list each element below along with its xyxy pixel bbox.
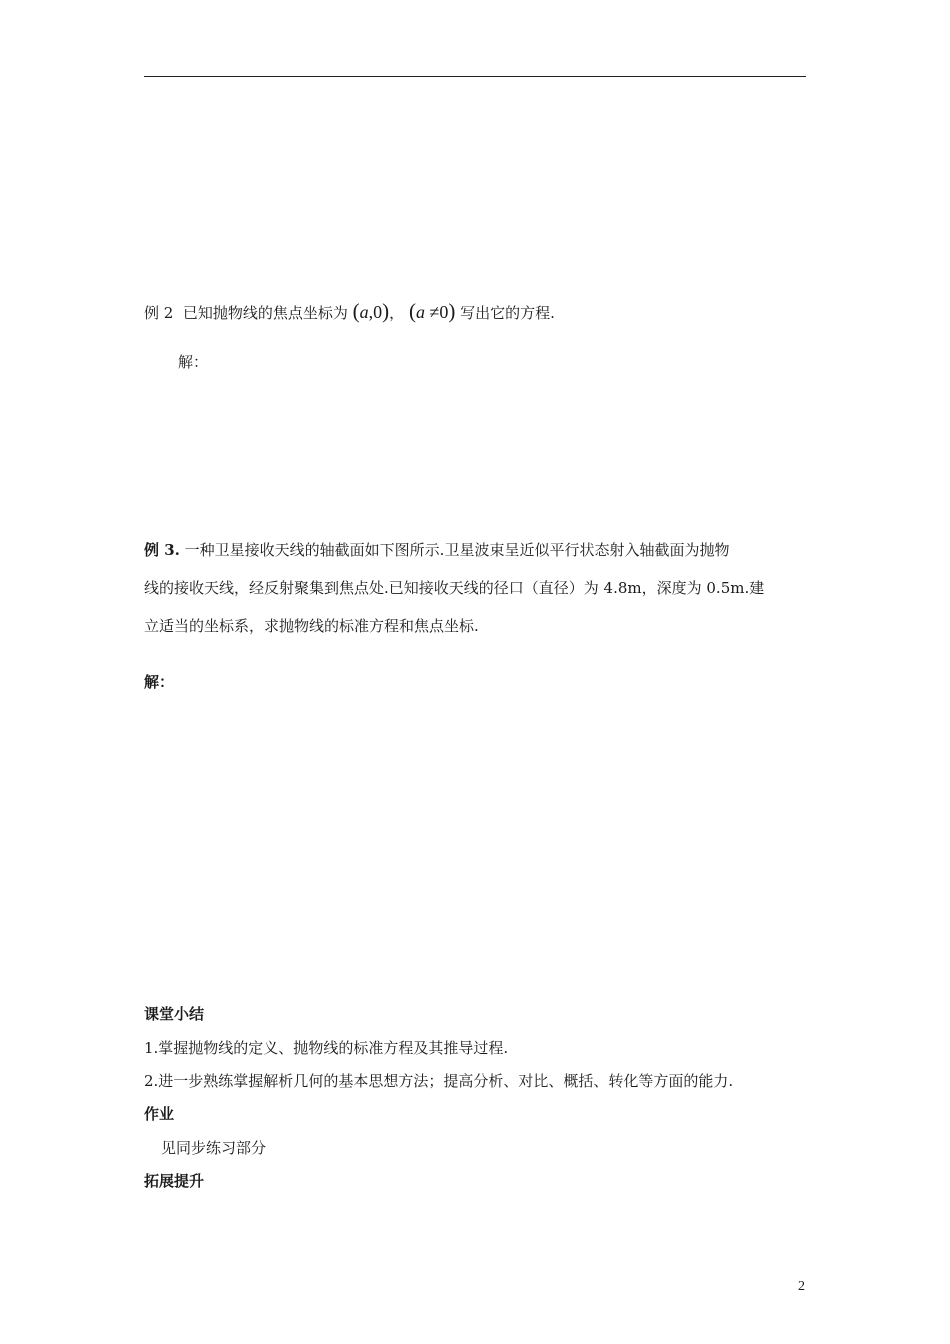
summary-item-1: 1.掌握抛物线的定义、抛物线的标准方程及其推导过程. [144,1039,509,1057]
homework-text: 见同步练习部分 [161,1139,267,1157]
page-number: 2 [798,1279,805,1294]
condition-math: (a ≠0) [408,299,456,323]
homework-heading: 作业 [144,1105,175,1123]
example2-text-after: 写出它的方程. [460,304,555,322]
example2-solution-label: 解： [178,353,209,371]
focus-coordinate-math: (a,0) [352,299,390,323]
summary-item-2: 2.进一步熟练掌握解析几何的基本思想方法；提高分析、对比、概括、转化等方面的能力. [144,1072,734,1090]
summary-heading: 课堂小结 [144,1005,205,1023]
example2-separator: ， [389,304,405,322]
example3-line-2: 线的接收天线，经反射聚集到焦点处.已知接收天线的径口（直径）为 4.8m，深度为 0.5m.建 [144,579,765,597]
example2-text-before: 已知抛物线的焦点坐标为 [182,304,348,322]
example3-line-1 [144,539,729,561]
example2-label: 例 2 [144,304,174,322]
header-rule [144,76,806,77]
example3-text-line-1: 一种卫星接收天线的轴截面如下图所示.卫星波束呈近似平行状态射入轴截面为抛物 [184,541,730,559]
example2-line [144,300,555,324]
example3-solution-label: 解： [144,673,175,691]
example3-line-3: 立适当的坐标系，求抛物线的标准方程和焦点坐标. [144,617,479,635]
extension-heading: 拓展提升 [144,1172,205,1190]
example3-label: 例 3. [144,541,180,559]
